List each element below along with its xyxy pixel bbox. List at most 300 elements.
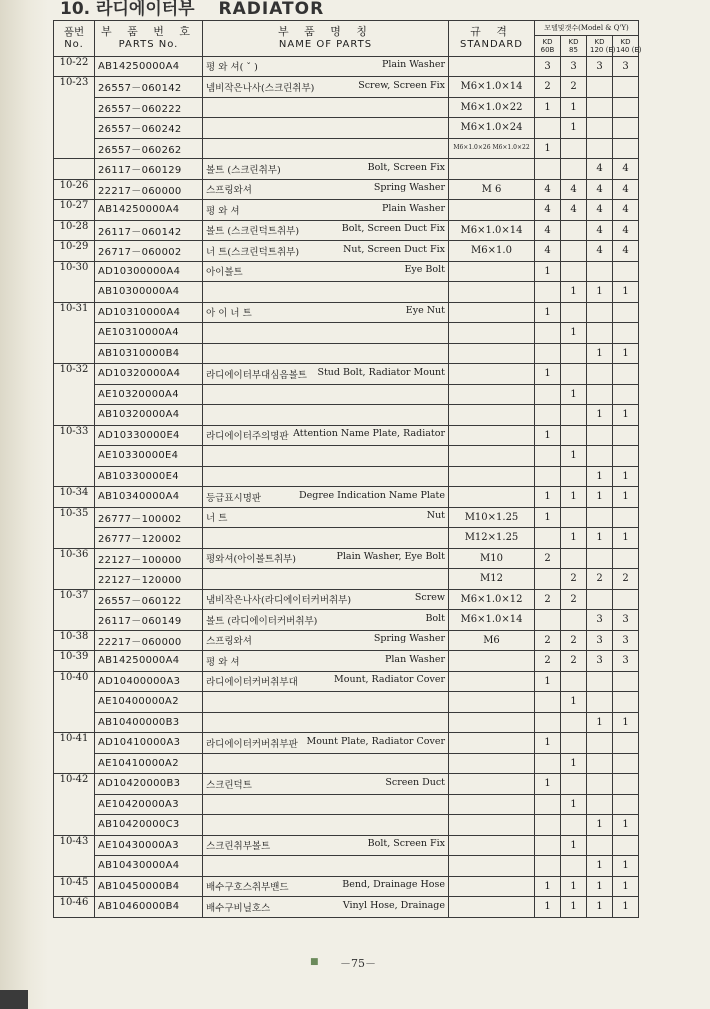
model-quantity: 1 [561, 446, 587, 467]
model-quantity: 1 [613, 815, 639, 836]
part-name-korean: 배수구호스취부밴드 [206, 882, 289, 894]
part-name-korean: 라디에이터주의명판 [206, 431, 289, 443]
model-quantity: 2 [535, 77, 561, 98]
model-quantity [561, 671, 587, 692]
part-name [203, 712, 449, 733]
model-quantity [561, 610, 587, 631]
model-line1: KD [568, 37, 579, 46]
part-standard [449, 282, 535, 303]
model-line2: 120 (E) [590, 45, 616, 54]
part-standard [449, 815, 535, 836]
model-quantity [535, 815, 561, 836]
table-row [54, 856, 639, 877]
model-quantity [587, 77, 613, 98]
part-name-english: Screw [414, 592, 445, 604]
part-name-english: Bolt, Screen Fix [367, 161, 445, 173]
part-name-english: Plain Washer, Eye Bolt [336, 551, 445, 563]
model-quantity [613, 384, 639, 405]
model-quantity: 1 [587, 343, 613, 364]
parts-table [53, 20, 642, 918]
table-row [54, 610, 639, 631]
model-quantity [613, 753, 639, 774]
section-heading [60, 0, 325, 19]
model-quantity: 1 [587, 282, 613, 303]
part-name [203, 77, 449, 98]
binding-shadow [0, 0, 48, 1009]
part-standard: M6×1.0×14 [449, 220, 535, 241]
table-row [54, 220, 639, 241]
table-row [54, 200, 639, 221]
table-row [54, 405, 639, 426]
part-name-korean: 스프링와셔 [206, 185, 252, 197]
part-standard [449, 876, 535, 897]
model-quantity [587, 323, 613, 344]
col-header-name-ko: 부 품 명 칭 [278, 25, 373, 39]
item-number: 10-42 [54, 774, 95, 836]
item-number: 10-41 [54, 733, 95, 774]
part-name [203, 569, 449, 590]
model-quantity: 2 [561, 651, 587, 672]
part-name [203, 261, 449, 282]
model-quantity: 1 [613, 712, 639, 733]
part-standard [449, 200, 535, 221]
model-quantity: 1 [535, 97, 561, 118]
model-quantity: 3 [587, 630, 613, 651]
table-row [54, 733, 639, 754]
model-quantity [535, 712, 561, 733]
part-name-english: Mount, Radiator Cover [334, 674, 445, 686]
model-quantity: 1 [587, 815, 613, 836]
model-quantity: 1 [613, 528, 639, 549]
part-standard: M12 [449, 569, 535, 590]
part-number: AD10300000A4 [95, 261, 203, 282]
col-header-parts-no [95, 21, 203, 57]
part-name-korean: 등급표시명판 [206, 492, 262, 504]
part-name-korean: 평 와 셔 [206, 656, 240, 668]
model-quantity [613, 589, 639, 610]
part-name-korean: 볼트 (라디에이터커버취부) [206, 615, 318, 627]
part-number: AE10420000A3 [95, 794, 203, 815]
col-header-no [54, 21, 95, 57]
table-row [54, 282, 639, 303]
part-number: 22217－060000 [95, 179, 203, 200]
table-row [54, 835, 639, 856]
part-name-english: Eye Bolt [404, 264, 445, 276]
part-number: AB10450000B4 [95, 876, 203, 897]
part-name-english: Plain Washer [381, 59, 445, 71]
model-quantity [561, 159, 587, 180]
model-quantity: 2 [561, 589, 587, 610]
part-number: 26117－060142 [95, 220, 203, 241]
part-name [203, 815, 449, 836]
part-standard [449, 261, 535, 282]
part-number: AB10430000A4 [95, 856, 203, 877]
model-quantity: 1 [587, 466, 613, 487]
part-name [203, 425, 449, 446]
part-name-english: Screw, Screen Fix [358, 79, 445, 91]
model-quantity: 1 [613, 405, 639, 426]
model-quantity [587, 548, 613, 569]
part-name [203, 364, 449, 385]
item-number: 10-46 [54, 897, 95, 918]
part-name-korean: 너 트(스크린덕트취부) [206, 246, 300, 258]
model-quantity [535, 569, 561, 590]
table-row [54, 712, 639, 733]
table-row [54, 528, 639, 549]
model-line2: 85 [569, 45, 578, 54]
model-quantity [561, 302, 587, 323]
part-number: AE10400000A2 [95, 692, 203, 713]
part-name [203, 446, 449, 467]
model-quantity [561, 815, 587, 836]
model-quantity: 1 [535, 876, 561, 897]
model-line1: KD [594, 37, 605, 46]
model-quantity: 4 [613, 220, 639, 241]
model-quantity [613, 261, 639, 282]
part-standard: M6×1.0×22 [449, 97, 535, 118]
model-quantity [587, 446, 613, 467]
model-quantity [561, 733, 587, 754]
col-header-model [613, 36, 642, 57]
part-name [203, 897, 449, 918]
item-number: 10-36 [54, 548, 95, 589]
table-row [54, 159, 639, 180]
part-name-english: Plan Washer [385, 653, 445, 665]
part-number: 26777－120002 [95, 528, 203, 549]
table-row [54, 815, 639, 836]
model-quantity: 1 [535, 487, 561, 508]
col-header-model [561, 36, 587, 57]
part-number: 22217－060000 [95, 630, 203, 651]
model-quantity [535, 835, 561, 856]
model-quantity: 4 [535, 241, 561, 262]
table-row [54, 692, 639, 713]
table-row [54, 118, 639, 139]
model-quantity [561, 774, 587, 795]
part-name [203, 118, 449, 139]
part-standard [449, 343, 535, 364]
model-quantity: 1 [561, 835, 587, 856]
part-name [203, 241, 449, 262]
part-number: 26557－060122 [95, 589, 203, 610]
model-quantity [535, 692, 561, 713]
item-number: 10-39 [54, 651, 95, 672]
model-quantity: 1 [561, 753, 587, 774]
table-row [54, 97, 639, 118]
part-name-korean: 너 트 [206, 513, 228, 525]
part-standard: M6 [449, 630, 535, 651]
part-standard [449, 446, 535, 467]
model-quantity [561, 364, 587, 385]
part-standard [449, 323, 535, 344]
part-name-english: Screen Duct [385, 776, 445, 788]
part-name-english: Vinyl Hose, Drainage [342, 899, 445, 911]
col-header-name [203, 21, 449, 57]
part-name [203, 794, 449, 815]
part-name-korean: 라디에이터커버취부대 [206, 677, 298, 689]
model-quantity: 2 [613, 569, 639, 590]
section-title-english: RADIATOR [218, 0, 325, 19]
model-quantity: 1 [561, 528, 587, 549]
part-standard: M6×1.0 [449, 241, 535, 262]
part-name-korean: 라디에이터커버취부판 [206, 738, 298, 750]
part-number: AB10300000A4 [95, 282, 203, 303]
part-name [203, 405, 449, 426]
part-name [203, 876, 449, 897]
model-quantity [561, 712, 587, 733]
model-quantity: 4 [535, 200, 561, 221]
table-row [54, 241, 639, 262]
table-row [54, 548, 639, 569]
model-quantity: 1 [587, 487, 613, 508]
part-standard [449, 753, 535, 774]
model-quantity: 2 [561, 630, 587, 651]
part-name [203, 692, 449, 713]
model-quantity: 1 [535, 261, 561, 282]
model-quantity [535, 343, 561, 364]
col-header-model [535, 36, 561, 57]
model-quantity [535, 323, 561, 344]
model-quantity [561, 856, 587, 877]
part-name-english: Mount Plate, Radiator Cover [306, 735, 445, 747]
part-standard [449, 56, 535, 77]
model-quantity: 3 [613, 56, 639, 77]
part-number: AB14250000A4 [95, 200, 203, 221]
table-row [54, 466, 639, 487]
model-quantity [587, 425, 613, 446]
model-quantity: 3 [535, 56, 561, 77]
model-quantity: 2 [587, 569, 613, 590]
model-quantity [613, 835, 639, 856]
part-name-english: Degree Indication Name Plate [299, 489, 445, 501]
table-row [54, 794, 639, 815]
part-name-english: Bolt, Screen Duct Fix [341, 223, 445, 235]
part-standard [449, 794, 535, 815]
model-quantity [587, 774, 613, 795]
part-name [203, 343, 449, 364]
part-number: AE10410000A2 [95, 753, 203, 774]
model-quantity: 1 [613, 897, 639, 918]
part-number: 26557－060242 [95, 118, 203, 139]
part-standard [449, 466, 535, 487]
part-number: AB10320000A4 [95, 405, 203, 426]
part-number: 26777－100002 [95, 507, 203, 528]
model-quantity: 3 [613, 630, 639, 651]
model-quantity: 1 [535, 425, 561, 446]
model-quantity: 1 [535, 138, 561, 159]
table-row [54, 343, 639, 364]
table-row [54, 364, 639, 385]
model-quantity: 4 [587, 200, 613, 221]
model-quantity [587, 835, 613, 856]
model-quantity: 2 [535, 548, 561, 569]
model-quantity [561, 343, 587, 364]
part-number: AB10420000C3 [95, 815, 203, 836]
model-quantity: 1 [613, 282, 639, 303]
model-quantity: 1 [535, 774, 561, 795]
model-line2: 60B [540, 45, 555, 54]
model-quantity [535, 794, 561, 815]
page-number: －75－ [340, 957, 376, 970]
model-quantity: 1 [587, 712, 613, 733]
table-row [54, 876, 639, 897]
model-quantity [613, 692, 639, 713]
part-name-korean: 라디에이터부대심음볼트 [206, 369, 307, 381]
part-name [203, 179, 449, 200]
model-quantity [587, 138, 613, 159]
model-quantity: 4 [535, 220, 561, 241]
part-name-korean: 스크린덕트 [206, 779, 252, 791]
col-header-parts-no-ko: 부 품 번 호 [101, 25, 196, 39]
part-number: AE10330000E4 [95, 446, 203, 467]
part-standard: M6×1.0×14 [449, 610, 535, 631]
model-quantity [587, 118, 613, 139]
part-number: AB10310000B4 [95, 343, 203, 364]
model-quantity [587, 589, 613, 610]
model-quantity: 1 [561, 897, 587, 918]
part-name [203, 671, 449, 692]
table-row [54, 507, 639, 528]
part-number: AD10310000A4 [95, 302, 203, 323]
model-line1: KD [620, 37, 631, 46]
model-quantity: 1 [535, 507, 561, 528]
model-quantity: 4 [561, 200, 587, 221]
part-standard: M6×1.0×12 [449, 589, 535, 610]
model-quantity [587, 97, 613, 118]
item-number: 10-40 [54, 671, 95, 733]
item-number: 10-38 [54, 630, 95, 651]
table-row [54, 487, 639, 508]
model-quantity [535, 282, 561, 303]
table-row [54, 56, 639, 77]
part-name-english: Stud Bolt, Radiator Mount [317, 366, 445, 378]
part-standard: M12×1.25 [449, 528, 535, 549]
part-name-korean: 넴비작은나사(스크린취부) [206, 82, 315, 94]
part-name-english: Spring Washer [373, 633, 445, 645]
part-name [203, 507, 449, 528]
model-quantity: 1 [587, 876, 613, 897]
part-name [203, 138, 449, 159]
model-quantity [613, 671, 639, 692]
part-standard: M6×1.0×14 [449, 77, 535, 98]
item-number: 10-34 [54, 487, 95, 508]
part-name-korean: 평 와 셔 [206, 205, 240, 217]
part-name-korean: 볼트 (스크린취부) [206, 164, 281, 176]
model-quantity [613, 323, 639, 344]
part-name [203, 220, 449, 241]
part-name-korean: 배수구비닐호스 [206, 902, 271, 914]
table-row [54, 671, 639, 692]
part-name-korean: 평와셔(아이볼트취부) [206, 554, 297, 566]
model-quantity [587, 794, 613, 815]
part-standard: M6×1.0×26 M6×1.0×22 [449, 138, 535, 159]
col-header-standard [449, 21, 535, 57]
model-quantity: 1 [587, 897, 613, 918]
part-number: AB10340000A4 [95, 487, 203, 508]
part-standard [449, 405, 535, 426]
model-quantity: 1 [535, 302, 561, 323]
part-standard [449, 671, 535, 692]
col-header-model-title: 모델및갯수(Model & Q'Y) [535, 21, 639, 36]
item-number: 10-29 [54, 241, 95, 262]
part-number: AB10330000E4 [95, 466, 203, 487]
table-row [54, 384, 639, 405]
model-quantity: 2 [561, 569, 587, 590]
model-quantity [613, 733, 639, 754]
part-number: AD10330000E4 [95, 425, 203, 446]
part-name [203, 466, 449, 487]
part-standard: M10 [449, 548, 535, 569]
item-number: 10-33 [54, 425, 95, 487]
part-standard: M10×1.25 [449, 507, 535, 528]
table-row [54, 179, 639, 200]
part-name [203, 302, 449, 323]
part-number: AB14250000A4 [95, 651, 203, 672]
part-name [203, 835, 449, 856]
part-number: 26717－060002 [95, 241, 203, 262]
table-row [54, 589, 639, 610]
model-quantity: 1 [561, 282, 587, 303]
model-quantity [587, 692, 613, 713]
col-header-standard-en: STANDARD [459, 38, 523, 50]
item-number: 10-45 [54, 876, 95, 897]
part-standard [449, 856, 535, 877]
part-name-english: Attention Name Plate, Radiator [293, 428, 445, 440]
table-row [54, 138, 639, 159]
model-quantity: 1 [613, 487, 639, 508]
part-name-english: Bolt, Screen Fix [367, 838, 445, 850]
model-quantity: 1 [535, 671, 561, 692]
model-quantity: 4 [587, 220, 613, 241]
part-standard [449, 384, 535, 405]
part-name [203, 753, 449, 774]
col-header-name-en: NAME OF PARTS [278, 38, 373, 50]
model-quantity: 1 [561, 384, 587, 405]
model-quantity [587, 384, 613, 405]
part-standard [449, 692, 535, 713]
model-quantity [587, 671, 613, 692]
part-name [203, 282, 449, 303]
model-quantity: 1 [561, 487, 587, 508]
model-quantity: 3 [587, 610, 613, 631]
part-number: 22127－120000 [95, 569, 203, 590]
model-quantity [613, 446, 639, 467]
col-header-standard-ko: 규 격 [470, 25, 513, 39]
model-quantity [613, 507, 639, 528]
model-quantity: 1 [587, 405, 613, 426]
model-quantity: 1 [613, 876, 639, 897]
part-standard [449, 487, 535, 508]
model-quantity: 1 [587, 856, 613, 877]
part-name-english: Spring Washer [373, 182, 445, 194]
part-number: AB14250000A4 [95, 56, 203, 77]
part-number: 26117－060149 [95, 610, 203, 631]
model-quantity: 1 [613, 343, 639, 364]
item-number: 10-32 [54, 364, 95, 426]
part-name [203, 548, 449, 569]
part-name [203, 610, 449, 631]
model-quantity: 4 [587, 159, 613, 180]
model-quantity: 1 [535, 897, 561, 918]
table-row [54, 425, 639, 446]
model-line1: KD [542, 37, 553, 46]
part-name [203, 651, 449, 672]
model-quantity [587, 364, 613, 385]
part-name [203, 56, 449, 77]
model-quantity: 4 [561, 179, 587, 200]
section-number: 10. [60, 0, 91, 19]
model-quantity [587, 507, 613, 528]
